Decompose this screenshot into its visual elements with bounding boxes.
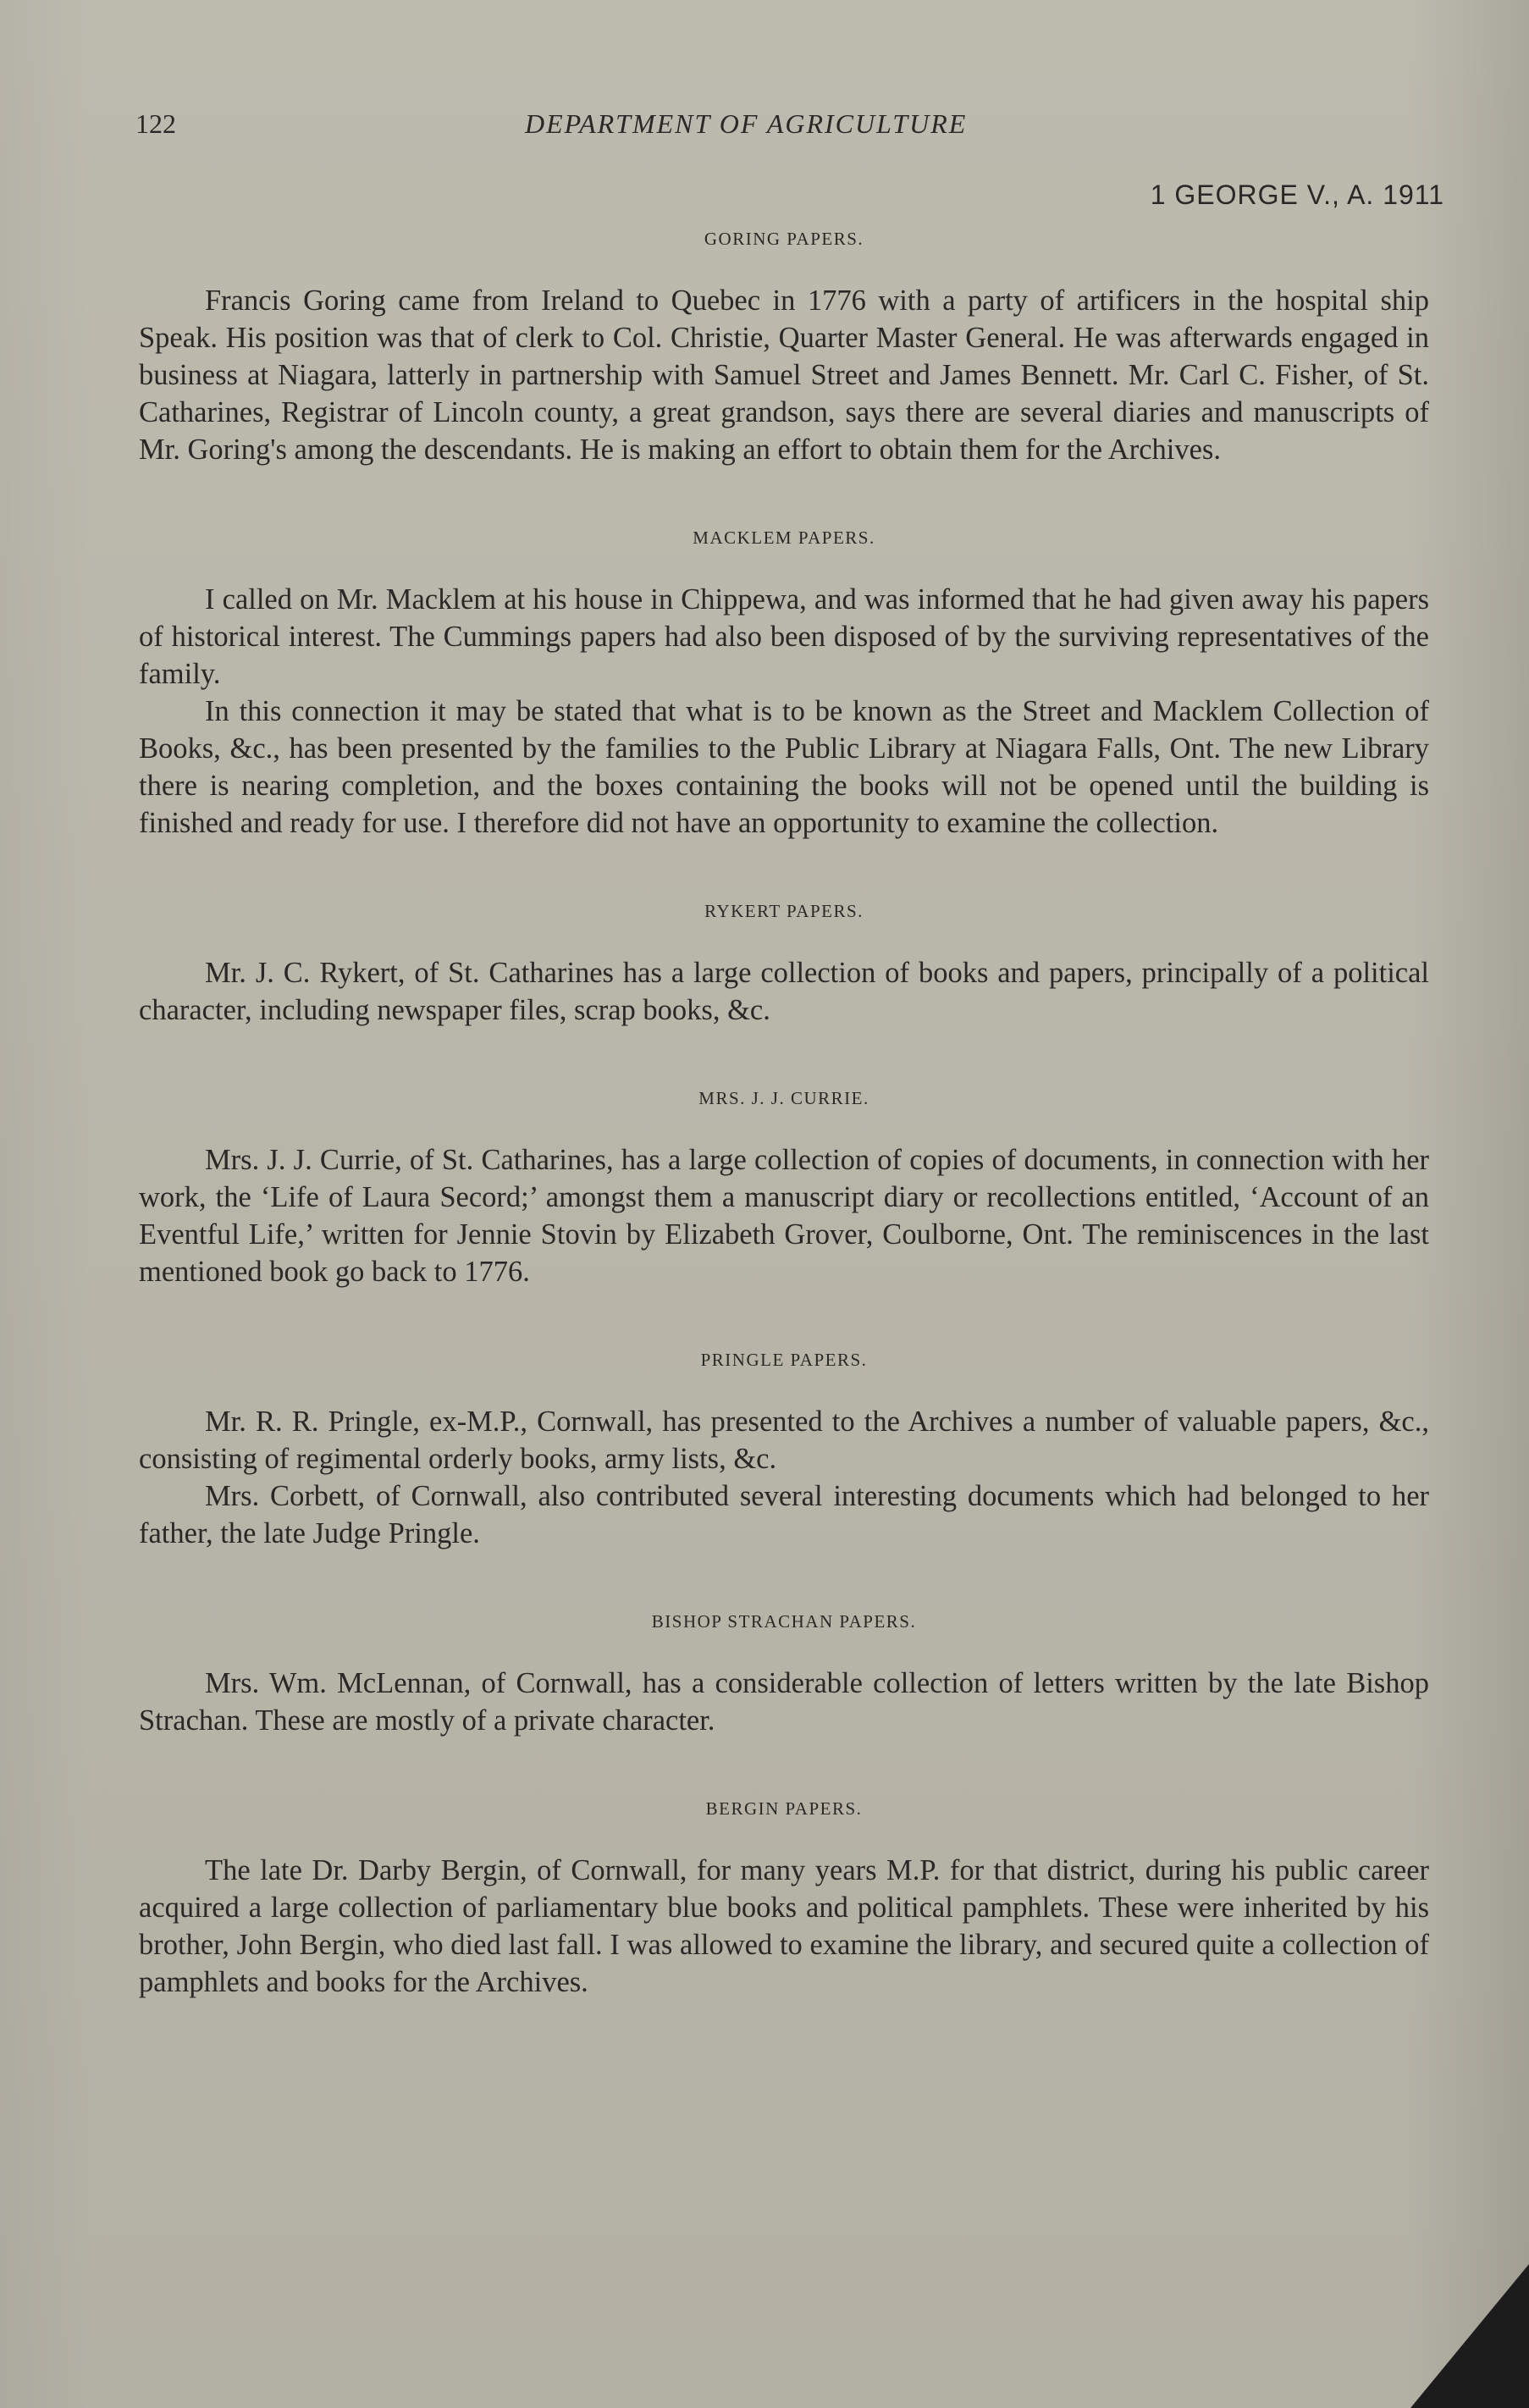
page-number: 122 (135, 108, 176, 139)
paragraph: Francis Goring came from Ireland to Quebec in 1776 with a party of artificers in the hospital ship Speak. His position was that of clerk to Col. Christie, Quarter Master General. He was afterwards engaged in business at Niagara, latterly in partnership with Samuel Street and James Bennett. Mr. Carl C. Fisher, of St. Catharines, Registrar of Lincoln county, a great grandson, says there are several diaries and manuscripts of Mr. Goring's among the descendants. He is making an effort to obtain them for the Archives. (139, 284, 1429, 466)
section-heading: BERGIN PAPERS. (705, 1798, 863, 1819)
paragraph: Mrs. Wm. McLennan, of Cornwall, has a considerable collection of letters written by the late Bishop Strachan. These are mostly of a private character. (139, 1667, 1429, 1737)
paragraph: In this connection it may be stated that what is to be known as the Street and Macklem Collection of Books, &c., has been presented by the families to the Public Library at Niagara Falls, Ont. The new Library there is nearing completion, and the boxes containing the books will not be opened until the building is finished and ready for use. I therefore did not have an opportunity to examine the collection. (139, 695, 1429, 839)
section-goring-papers (139, 229, 1429, 468)
running-head: DEPARTMENT OF AGRICULTURE (525, 108, 968, 139)
section-heading: MACKLEM PAPERS. (693, 527, 875, 548)
section-heading: PRINGLE PAPERS. (700, 1350, 868, 1370)
section-heading: MRS. J. J. CURRIE. (698, 1088, 869, 1108)
paragraph: Mrs. Corbett, of Cornwall, also contributed several interesting documents which had belonged to her father, the late Judge Pringle. (139, 1480, 1429, 1549)
page-header (135, 108, 1439, 159)
section-bishop-strachan-papers (139, 1611, 1429, 1739)
section-bergin-papers (139, 1798, 1429, 2001)
section-pringle-papers (139, 1350, 1429, 1552)
section-heading: BISHOP STRACHAN PAPERS. (651, 1611, 917, 1632)
section-heading: RYKERT PAPERS. (704, 901, 864, 921)
paragraph: I called on Mr. Macklem at his house in Chippewa, and was informed that he had given away his papers of historical interest. The Cummings papers had also been disposed of by the surviving representatives of the family. (139, 583, 1429, 690)
document-body (139, 229, 1429, 2060)
paragraph: Mr. R. R. Pringle, ex-M.P., Cornwall, has presented to the Archives a number of valuable papers, &c., consisting of regimental orderly books, army lists, &c. (139, 1406, 1429, 1475)
session-label: 1 GEORGE V., A. 1911 (1150, 179, 1444, 210)
page-corner-shadow (1410, 2264, 1529, 2408)
section-currie (139, 1088, 1429, 1290)
paragraph: Mr. J. C. Rykert, of St. Catharines has a large collection of books and papers, principally of a political character, including newspaper files, scrap books, &c. (139, 957, 1429, 1026)
section-heading: GORING PAPERS. (704, 229, 864, 249)
section-rykert-papers (139, 901, 1429, 1029)
paragraph: The late Dr. Darby Bergin, of Cornwall, for many years M.P. for that district, during his public career acquired a large collection of parliamentary blue books and political pamphlets. These were inherited by his brother, John Bergin, who died last fall. I was allowed to examine the library, and secured quite a collection of pamphlets and books for the Archives. (139, 1854, 1429, 1998)
section-macklem-papers (139, 527, 1429, 842)
paragraph: Mrs. J. J. Currie, of St. Catharines, has a large collection of copies of documents, in connection with her work, the ‘Life of Laura Secord;’ amongst them a manuscript diary or recollections entitled, ‘Account of an Eventful Life,’ written for Jennie Stovin by Elizabeth Grover, Coulborne, Ont. The reminiscences in the last mentioned book go back to 1776. (139, 1144, 1429, 1288)
